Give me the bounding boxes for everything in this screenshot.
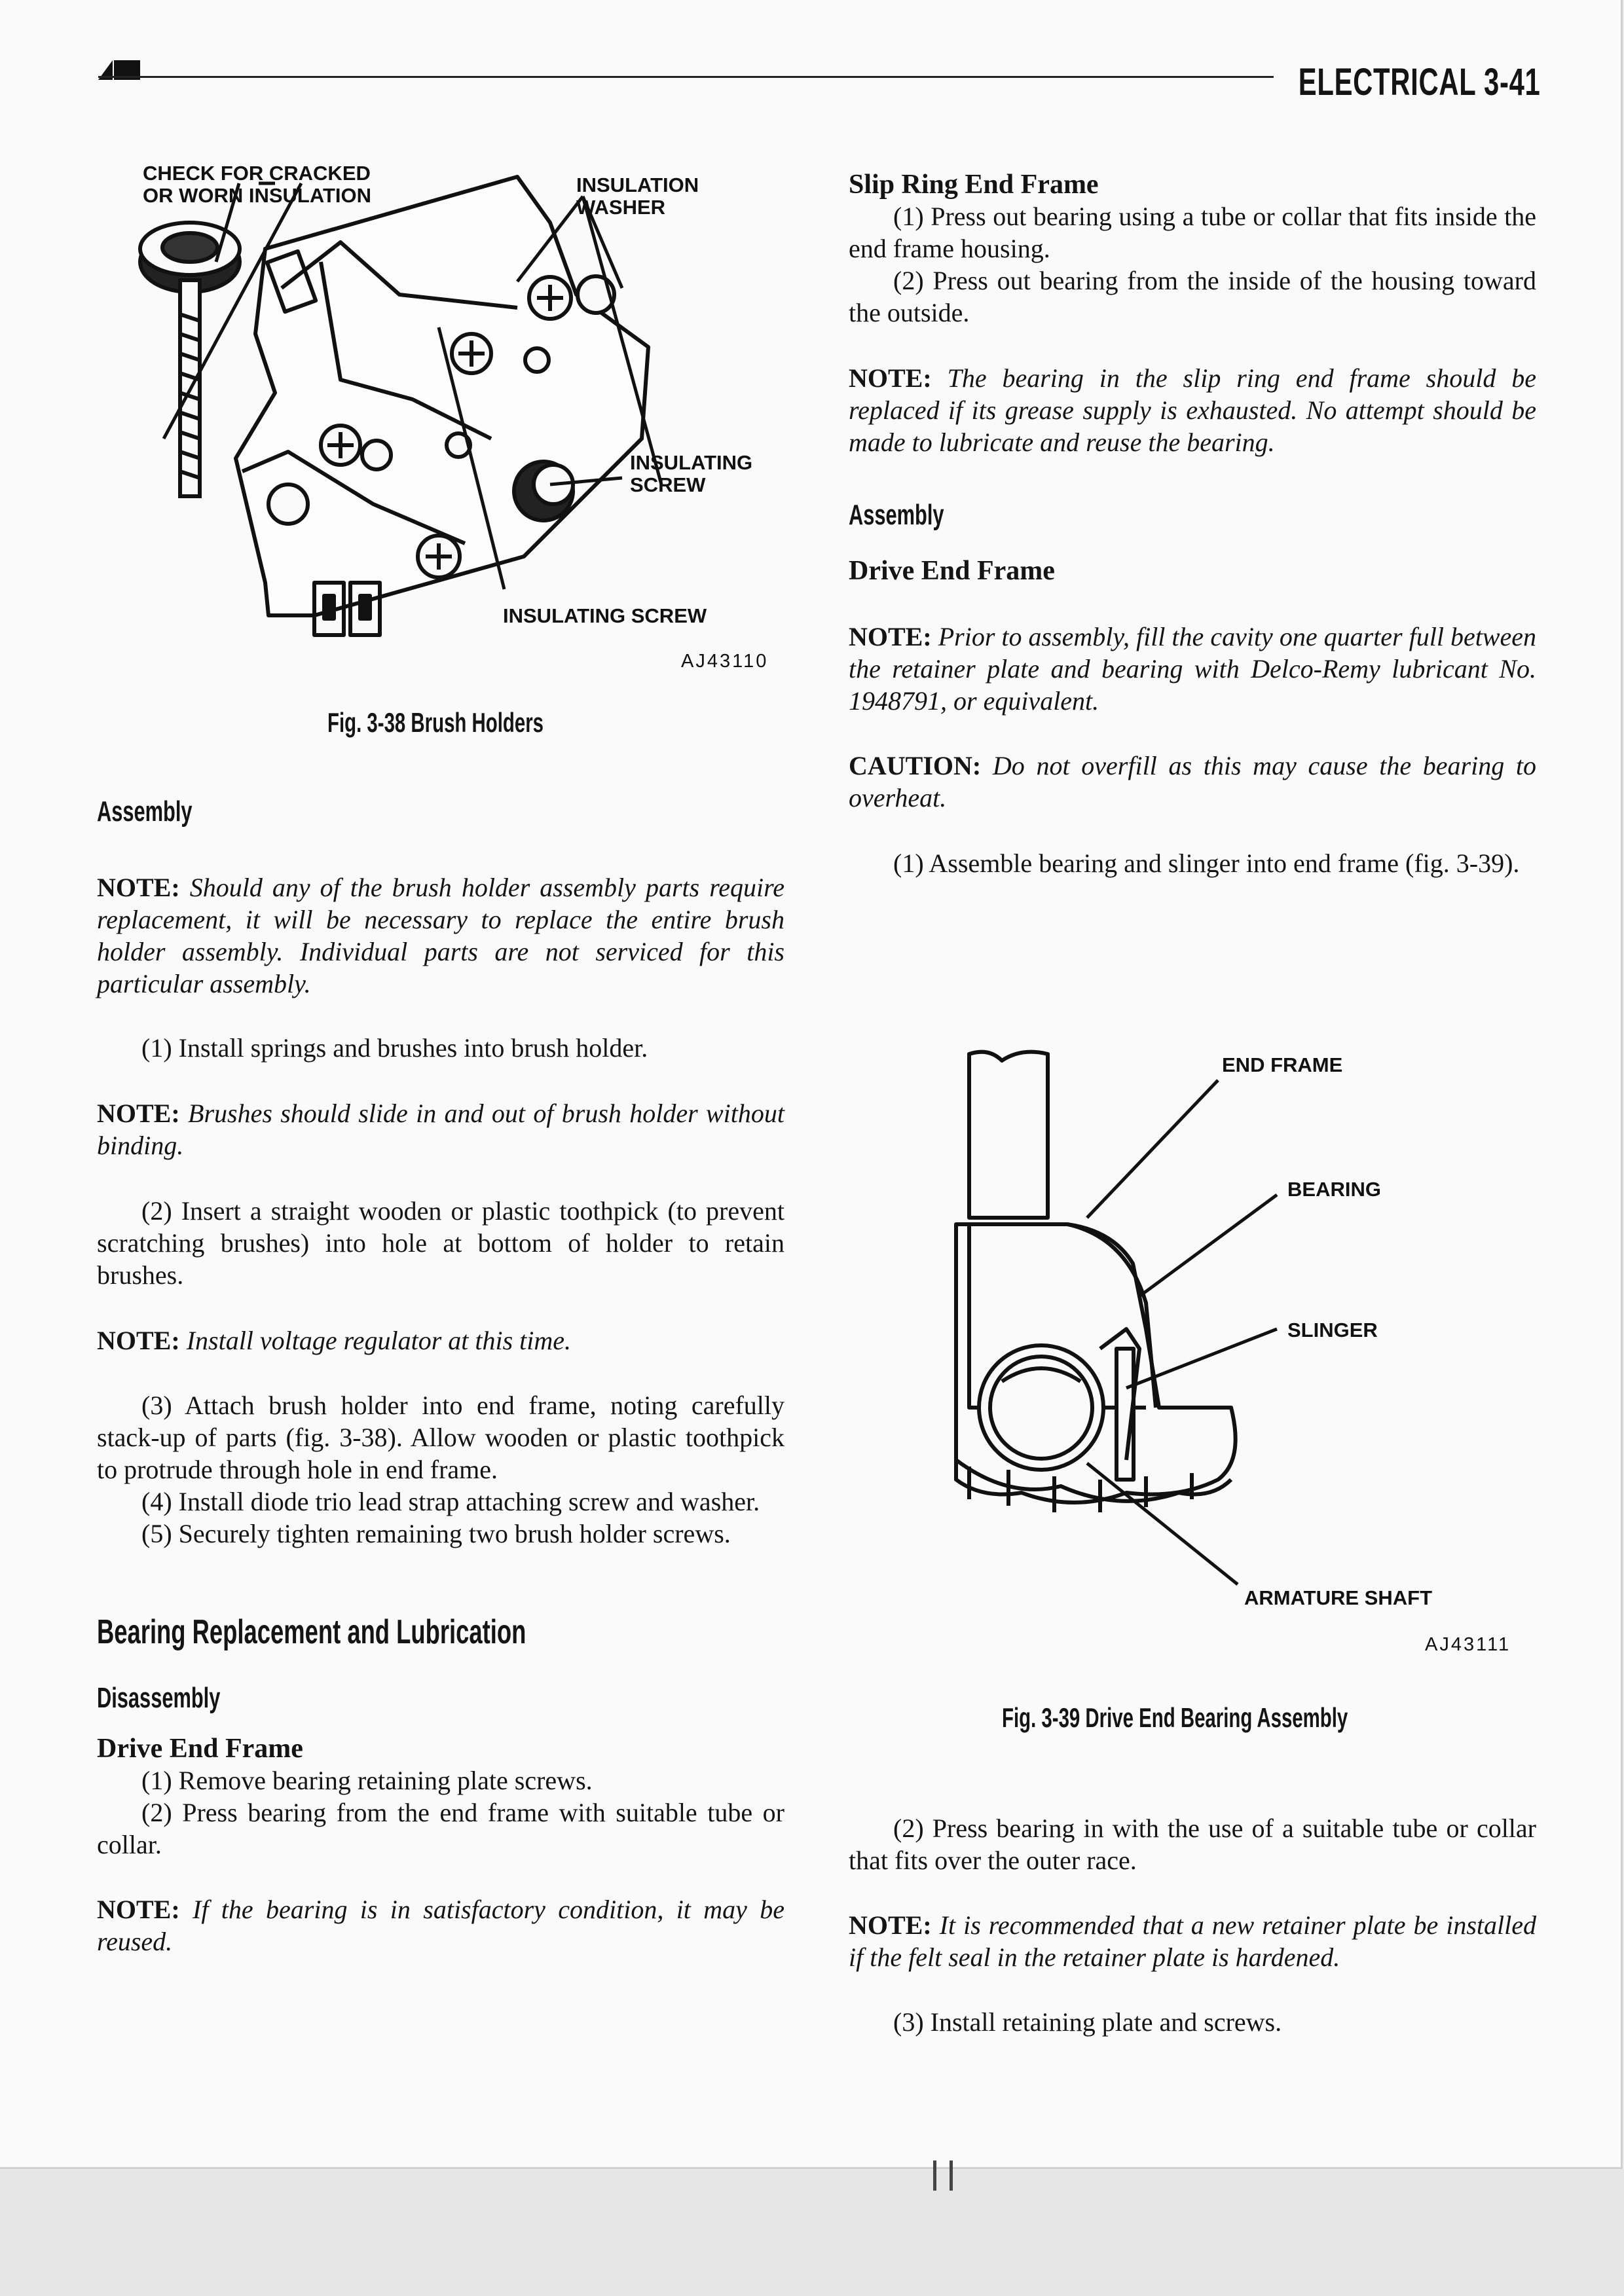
step-install-springs: (1) Install springs and brushes into brush holder. <box>141 1033 648 1063</box>
note-text: The bearing in the slip ring end frame should be replaced if its grease supply is exhausted. No attempt should be made to lubricate and reuse the bearing. <box>849 363 1536 457</box>
drive-end-bearing-diagram <box>930 1041 1559 1597</box>
bearing-ball <box>979 1345 1103 1470</box>
note-lead: NOTE: <box>97 873 180 902</box>
note-retainer-plate <box>849 1909 1536 1973</box>
right-column-upper <box>849 169 1536 879</box>
note-text: Prior to assembly, fill the cavity one quarter full between the retainer plate and bearing with Delco-Remy lubricant No. 1948791, or equivalent. <box>849 622 1536 716</box>
step-press-out-inside: (2) Press out bearing from the inside of the housing toward the outside. <box>849 266 1536 327</box>
step-press-out-tube: (1) Press out bearing using a tube or collar that fits inside the end frame housing. <box>849 202 1536 263</box>
caption-fig-338: Fig. 3-38 Brush Holders <box>327 707 544 738</box>
note-text: Brushes should slide in and out of brush holder without binding. <box>97 1099 784 1160</box>
step-insert-toothpick: (2) Insert a straight wooden or plastic toothpick (to prevent scratching brushes) into hole at bottom of holder to retain brushes. <box>97 1196 784 1290</box>
heading-slip-ring-end-frame: Slip Ring End Frame <box>849 170 1099 200</box>
label-insulating-screw-right: INSULATING SCREW <box>630 451 753 496</box>
page-header-title: ELECTRICAL 3-41 <box>1298 61 1540 103</box>
note-voltage-regulator <box>97 1324 784 1357</box>
note-bearing-reuse <box>97 1893 784 1958</box>
armature-shaft-part <box>969 1052 1048 1218</box>
heading-drive-end-frame-right: Drive End Frame <box>849 556 1055 586</box>
heading-disassembly: Disassembly <box>97 1682 221 1714</box>
left-column-lower <box>97 795 784 1958</box>
figure-code-338: AJ43110 <box>681 651 769 672</box>
note-text: Install voltage regulator at this time. <box>186 1326 572 1355</box>
heading-assembly-left: Assembly <box>97 795 193 828</box>
header-rule <box>98 76 1274 78</box>
note-lead: NOTE: <box>97 1099 180 1128</box>
note-lead: NOTE: <box>849 622 932 651</box>
note-lead: NOTE: <box>849 363 932 393</box>
step-attach-brush-holder: (3) Attach brush holder into end frame, noting carefully stack-up of parts (fig. 3-38). Allow wooden or plastic toothpick to protrude through hole in end frame. <box>97 1391 784 1484</box>
note-text: Should any of the brush holder assembly parts require replacement, it will be necessary to replace the entire brush holder assembly. Individual parts are not serviced for this particular assembly. <box>97 873 784 998</box>
scan-margin <box>0 2169 1624 2296</box>
heading-assembly-right: Assembly <box>849 499 944 531</box>
note-fill-cavity <box>849 621 1536 717</box>
caution-overfill <box>849 750 1536 814</box>
note-lead: NOTE: <box>97 1895 180 1924</box>
note-text: It is recommended that a new retainer plate be installed if the felt seal in the retainer plate is hardened. <box>849 1910 1536 1972</box>
step-install-retaining-plate: (3) Install retaining plate and screws. <box>893 2007 1282 2037</box>
note-brushes-slide <box>97 1097 784 1161</box>
label-cracked-insulation: CHECK FOR CRACKED OR WORN INSULATION <box>143 162 372 207</box>
label-slinger: SLINGER <box>1287 1319 1378 1341</box>
note-text: If the bearing is in satisfactory condition, it may be reused. <box>97 1895 784 1956</box>
step-press-bearing-out: (2) Press bearing from the end frame with suitable tube or collar. <box>97 1798 784 1859</box>
heading-bearing-replacement: Bearing Replacement and Lubrication <box>97 1613 526 1651</box>
right-column-lower <box>849 1812 1536 2038</box>
label-armature-shaft: ARMATURE SHAFT <box>1244 1586 1433 1609</box>
heading-drive-end-frame-left: Drive End Frame <box>97 1734 303 1764</box>
label-end-frame: END FRAME <box>1222 1053 1343 1076</box>
step-install-diode-strap: (4) Install diode trio lead strap attaching screw and washer. <box>141 1487 760 1516</box>
caution-lead: CAUTION: <box>849 751 982 780</box>
figure-code-339: AJ43111 <box>1425 1634 1511 1655</box>
label-bearing: BEARING <box>1287 1178 1381 1201</box>
caption-fig-339: Fig. 3-39 Drive End Bearing Assembly <box>1002 1702 1348 1733</box>
step-remove-plate-screws: (1) Remove bearing retaining plate screws. <box>141 1766 593 1795</box>
caution-text: Do not overfill as this may cause the bearing to overheat. <box>849 751 1537 812</box>
step-assemble-bearing-slinger: (1) Assemble bearing and slinger into end frame (fig. 3-39). <box>893 848 1520 878</box>
note-lead: NOTE: <box>97 1326 180 1355</box>
label-insulating-screw-bottom: INSULATING SCREW <box>503 604 707 627</box>
step-press-bearing-in: (2) Press bearing in with the use of a suitable tube or collar that fits over the outer race. <box>849 1813 1536 1875</box>
note-slip-ring-bearing <box>849 362 1536 458</box>
label-insulation-washer: INSULATION WASHER <box>576 173 699 219</box>
insulating-screw-part <box>140 223 240 496</box>
note-lead: NOTE: <box>849 1910 932 1940</box>
step-tighten-screws: (5) Securely tighten remaining two brush holder screws. <box>141 1519 731 1548</box>
binding-mark <box>933 2160 953 2191</box>
note-brush-holder-replacement <box>97 871 784 1000</box>
